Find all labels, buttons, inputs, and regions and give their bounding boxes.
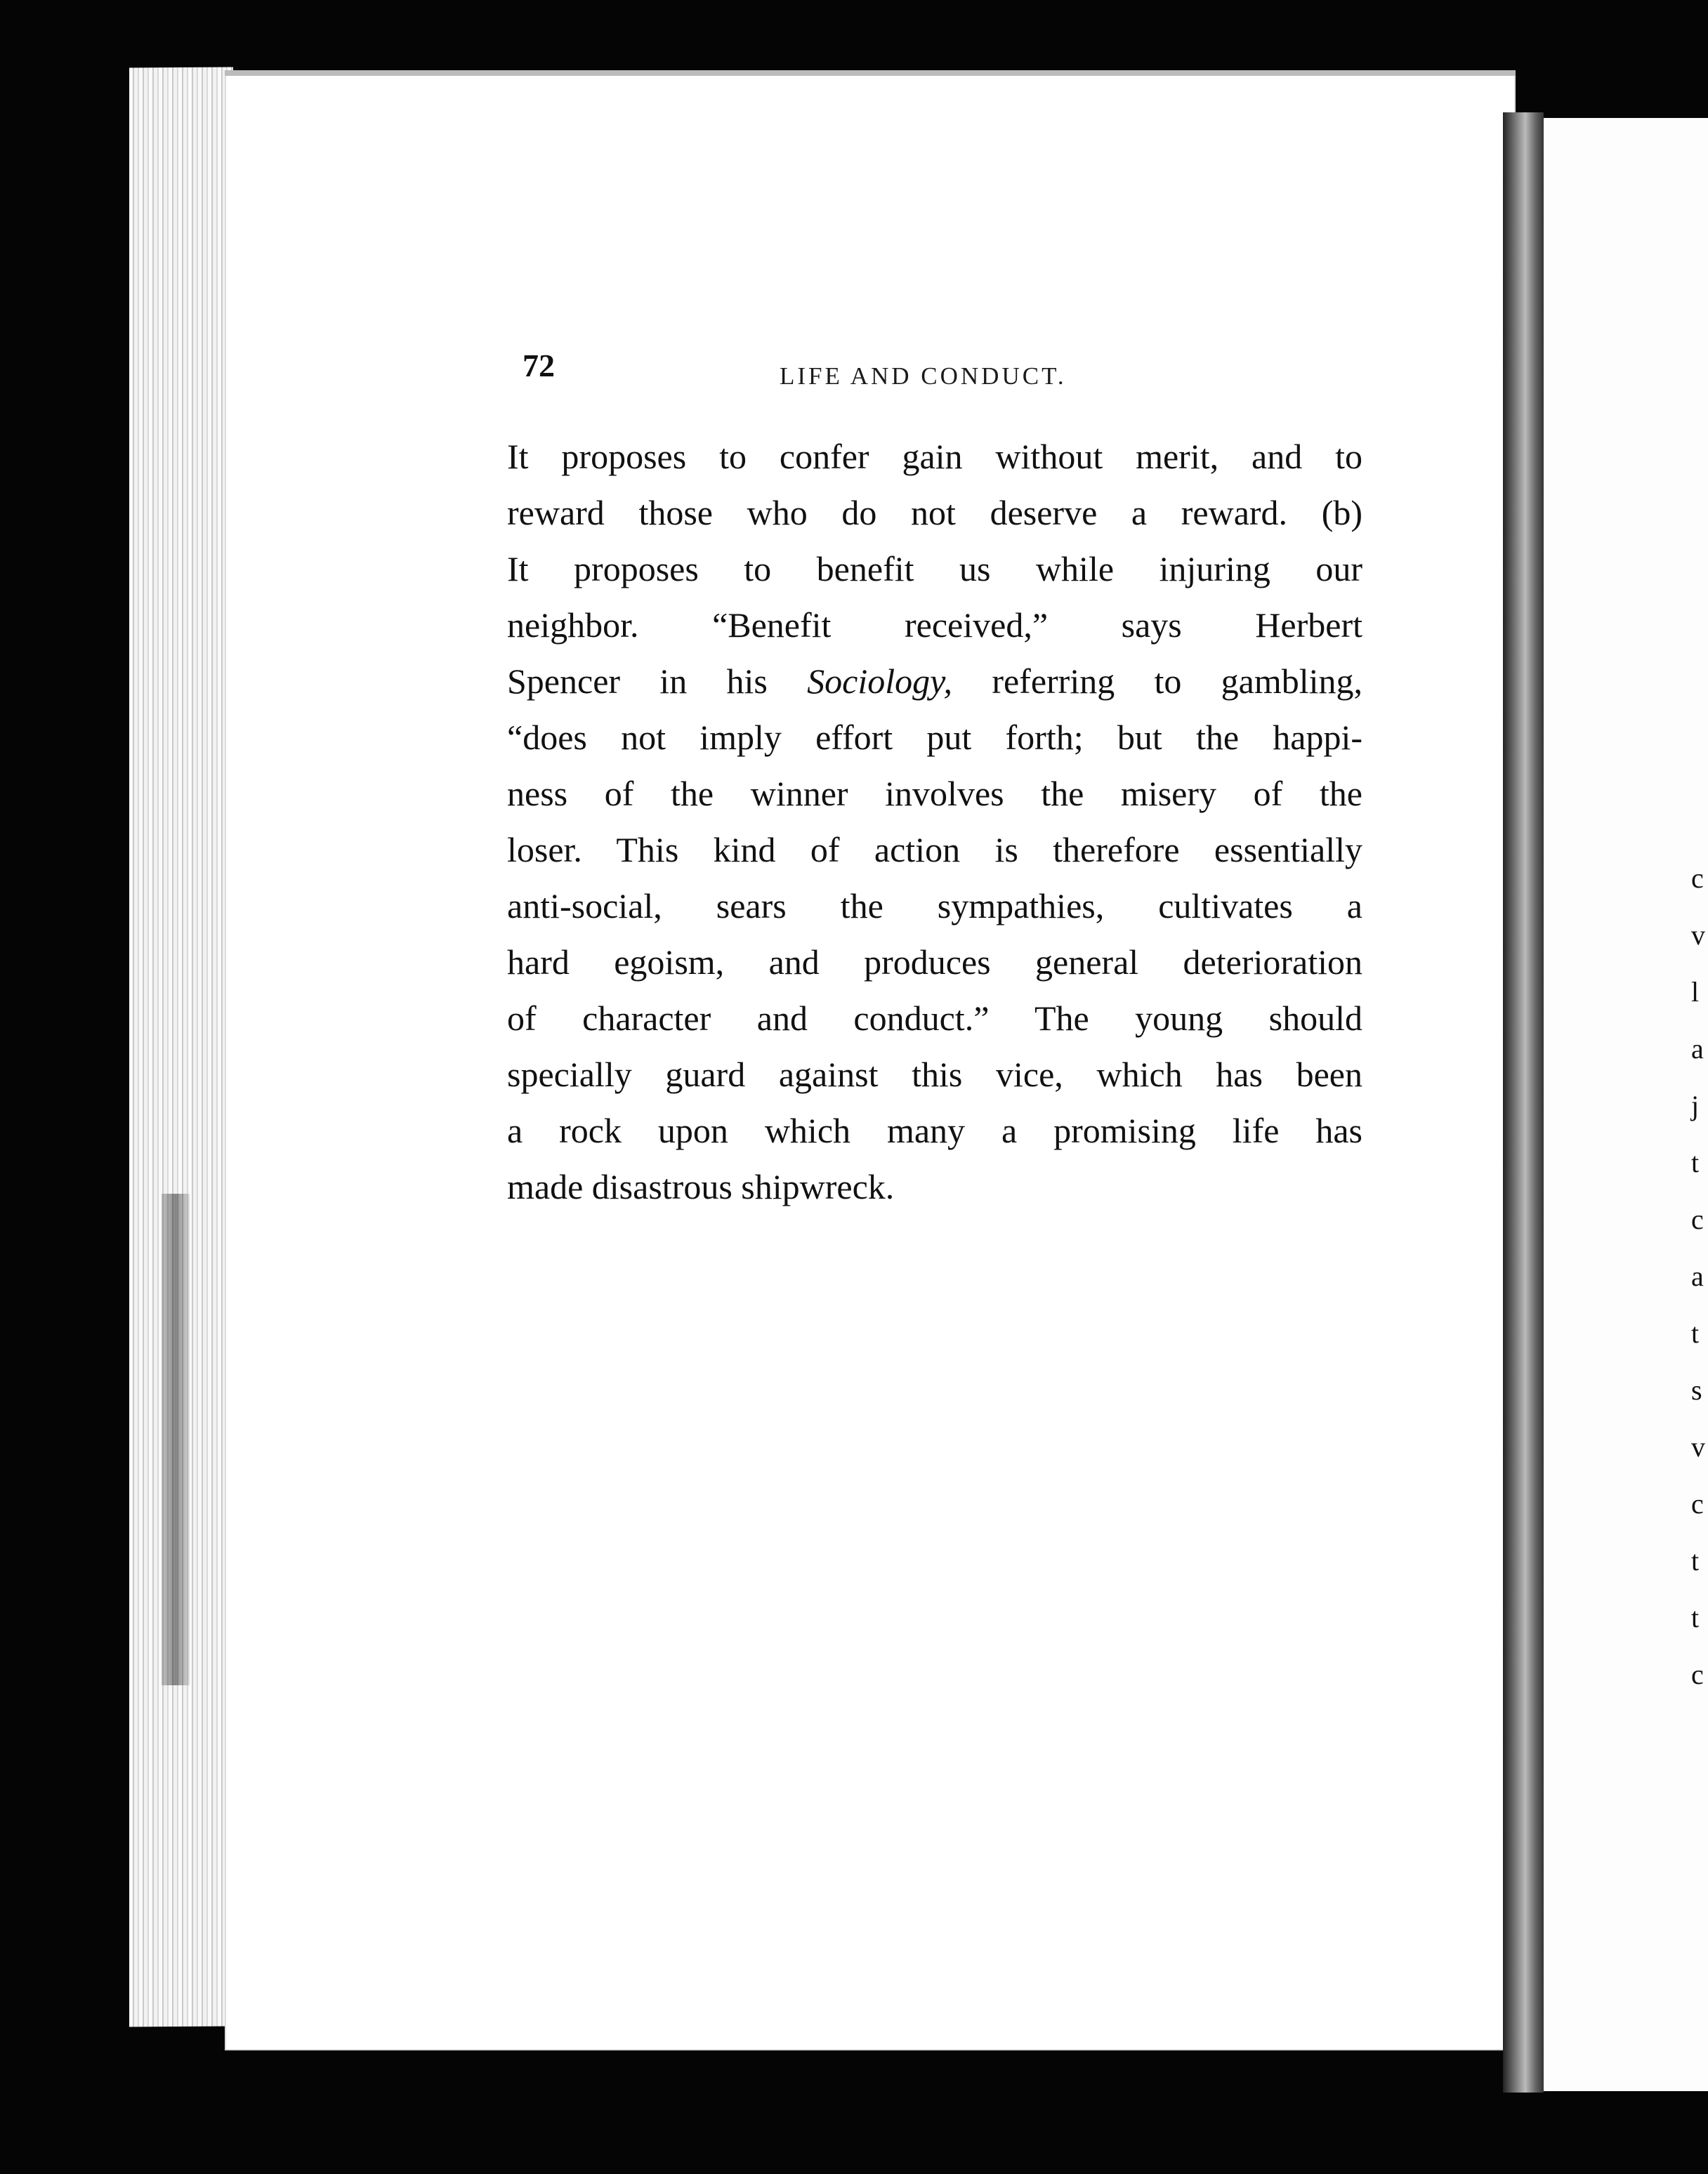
facing-page-text-fragment <box>1691 850 1708 1703</box>
text-line: of character and conduct.” The young should <box>507 999 1362 1038</box>
text-line: made disastrous shipwreck. <box>507 1167 895 1206</box>
page-edges <box>129 67 233 2027</box>
fragment-char: v <box>1691 1431 1705 1463</box>
text-line: specially guard against this vice, which has been <box>507 1055 1362 1094</box>
fragment-char: c <box>1691 1204 1704 1235</box>
page-header <box>523 347 1365 389</box>
text-line: loser. This kind of action is therefore essentially <box>507 830 1362 869</box>
fragment-char: j <box>1691 1090 1700 1121</box>
fragment-char: l <box>1691 976 1700 1008</box>
fragment-char: a <box>1691 1260 1704 1292</box>
book-gutter <box>1503 112 1544 2093</box>
text-line: hard egoism, and produces general deterioration <box>507 942 1362 982</box>
facing-page <box>1517 118 1708 2091</box>
page-edge-shadow <box>162 1194 190 1685</box>
fragment-char: s <box>1691 1374 1702 1406</box>
text-line: reward those who do not deserve a reward. (b) <box>507 493 1362 532</box>
text-line: ness of the winner involves the misery of the <box>507 774 1362 813</box>
fragment-char: t <box>1691 1545 1700 1576</box>
text-line: a rock upon which many a promising life has <box>507 1111 1362 1150</box>
fragment-char: c <box>1691 1488 1704 1520</box>
fragment-char: v <box>1691 919 1705 951</box>
body-text <box>507 428 1362 1215</box>
fragment-char: a <box>1691 1033 1704 1065</box>
fragment-char: c <box>1691 862 1704 894</box>
fragment-char: c <box>1691 1659 1704 1690</box>
book-title-italic: Sociology, <box>807 661 953 701</box>
page-top-edge <box>225 70 1516 76</box>
text-line: anti-social, sears the sympathies, cultivates a <box>507 886 1362 925</box>
fragment-char: t <box>1691 1147 1700 1178</box>
text-line <box>507 653 1362 709</box>
fragment-char: t <box>1691 1317 1700 1349</box>
running-head: LIFE AND CONDUCT. <box>780 362 1067 390</box>
text-line: It proposes to benefit us while injuring our <box>507 549 1362 588</box>
text-line: neighbor. “Benefit received,” says Herbert <box>507 605 1362 645</box>
text-line-end: referring to gambling, <box>992 661 1363 701</box>
text-line: It proposes to confer gain without merit, and to <box>507 437 1362 476</box>
page-number: 72 <box>523 348 555 383</box>
text-line: “does not imply effort put forth; but the happi- <box>507 718 1362 757</box>
text-line-start: Spencer in his <box>507 661 768 701</box>
fragment-char: t <box>1691 1602 1700 1633</box>
